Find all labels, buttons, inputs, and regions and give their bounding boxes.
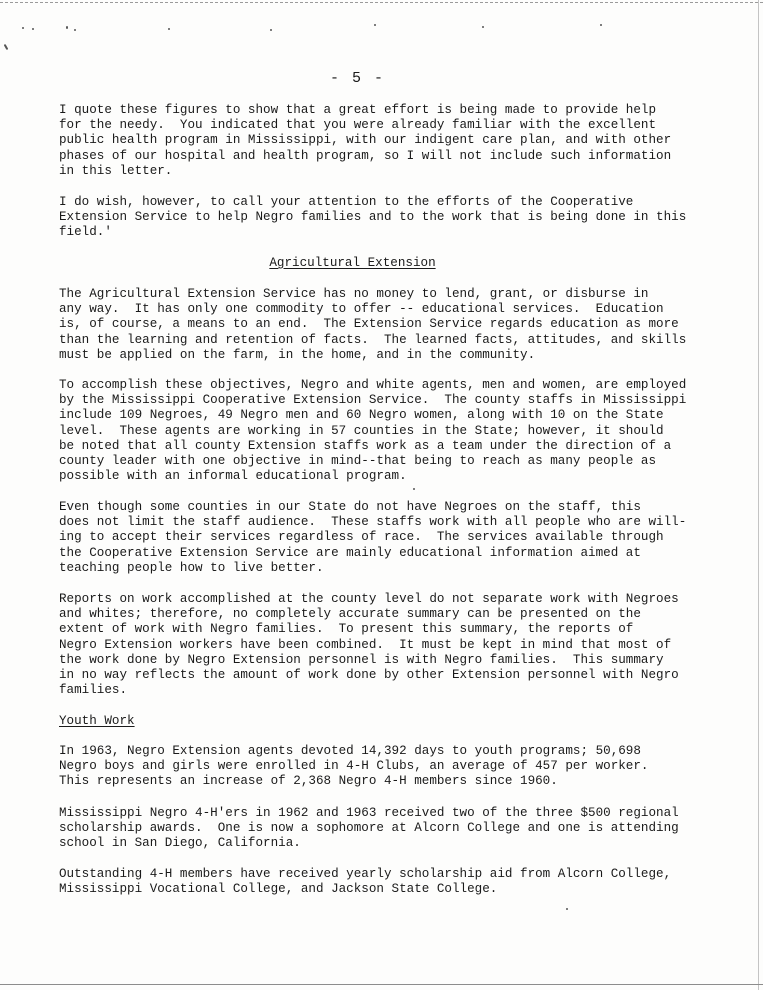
paragraph-reports: Reports on work accomplished at the county level do not separate work with Negroes and whites; therefore, no completely accurate summary can be presented on the extent of work with Negro families. To present this summary, the reports of Negro Extension workers have been combined. It must be kept in mind that most of the work done by Negro Extension personnel is with Negro families. This summary in no way reflects the amount of work done by other Extension personnel with Negro families.	[59, 592, 679, 698]
heading-agricultural-extension: Agricultural Extension	[269, 256, 436, 270]
scan-speck	[600, 24, 602, 26]
page-number: - 5 -	[329, 70, 385, 87]
scan-speck	[4, 44, 9, 50]
scan-speck	[270, 29, 272, 31]
paragraph-objectives: To accomplish these objectives, Negro and white agents, men and women, are employed by the Mississippi Cooperative Extension Service. The county staffs in Mississippi include 109 Negroes, 49 Negro men and 60 Negro women, along with 10 on the State level. These agents are working in 57 counties in the State; however, it should be noted that all county Extension staffs work as a team under the direction of a county leader with one objective in mind--that being to reach as many people as possible with an informal educational program.	[59, 378, 687, 484]
heading-youth-work: Youth Work	[59, 714, 135, 728]
scan-speck	[482, 26, 484, 28]
paragraph-staff-audience: Even though some counties in our State do not have Negroes on the staff, this does not limit the staff audience. These staffs work with all people who are will- ing to accept their services regardless of race. The services available through the Cooperative Extension Service are mainly educational information aimed at teaching people how to live better.	[59, 500, 687, 575]
scan-speck	[66, 26, 68, 29]
scan-edge-bottom	[0, 984, 763, 985]
paragraph-no-money: The Agricultural Extension Service has no money to lend, grant, or disburse in any way. It has only one commodity to offer -- educational services. Education is, of course, a means to an end. The Extension Service regards education as more than the learning and retention of facts. The learned facts, attitudes, and skills must be applied on the farm, in the home, and in the community.	[59, 287, 687, 362]
scan-speck	[74, 29, 76, 31]
paragraph-extension-intro: I do wish, however, to call your attention to the efforts of the Cooperative Extension Service to help Negro families and to the work that is being done in this field.'	[59, 195, 687, 240]
scan-speck	[413, 488, 415, 490]
scan-edge-top	[0, 2, 763, 3]
scan-speck	[374, 24, 376, 26]
scan-edge-right	[758, 0, 759, 990]
scan-speck	[22, 27, 24, 29]
scan-speck	[168, 28, 170, 30]
paragraph-scholarship-awards: Mississippi Negro 4-H'ers in 1962 and 1963 received two of the three $500 regional scholarship awards. One is now a sophomore at Alcorn College and one is attending school in San Diego, California.	[59, 806, 679, 851]
paragraph-scholarship-aid: Outstanding 4-H members have received yearly scholarship aid from Alcorn College, Mississippi Vocational College, and Jackson State College.	[59, 867, 672, 897]
scan-speck	[32, 28, 34, 30]
paragraph-figures: I quote these figures to show that a great effort is being made to provide help for the needy. You indicated that you were already familiar with the excellent public health program in Mississippi, with our indigent care plan, and with other phases of our hospital and health program, so I will not include such information in this letter.	[59, 103, 672, 178]
paragraph-youth-programs: In 1963, Negro Extension agents devoted 14,392 days to youth programs; 50,698 Negro boys and girls were enrolled in 4-H Clubs, an average of 457 per worker. This represents an increase of 2,368 Negro 4-H members since 1960.	[59, 744, 649, 789]
scan-speck	[566, 908, 568, 910]
